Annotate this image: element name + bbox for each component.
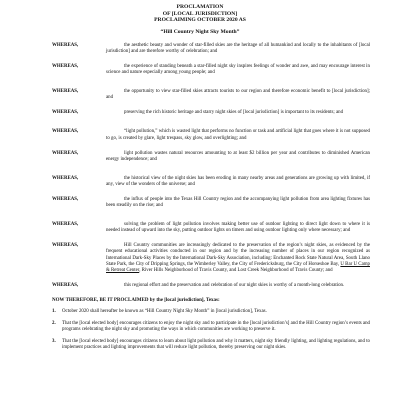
whereas-text bbox=[106, 197, 370, 209]
whereas-clause bbox=[52, 129, 370, 141]
whereas-text bbox=[106, 110, 370, 116]
whereas-clause bbox=[52, 151, 370, 163]
whereas-label: WHEREAS, bbox=[52, 63, 79, 69]
whereas-clause bbox=[52, 222, 370, 234]
whereas-text-part: preserving the rich historic heritage and starry night skies of [local jurisdiction] is important to its residents; and bbox=[124, 110, 344, 116]
whereas-text bbox=[106, 151, 370, 163]
whereas-text bbox=[106, 129, 370, 141]
proclamation-subtitle: “Hill Country Night Sky Month” bbox=[160, 28, 240, 35]
resolution-item bbox=[52, 321, 370, 333]
whereas-label: WHEREAS, bbox=[52, 42, 79, 48]
whereas-text bbox=[106, 43, 370, 55]
whereas-text-part: the experience of standing beneath a star-filled night sky inspires feelings of wonder and awe, and may encourage interest in science and nature especially among young people; and bbox=[106, 63, 370, 76]
resolution-text: October 2020 shall hereafter be known as “Hill Country Night Sky Month” in [local jurisdiction], Texas. bbox=[62, 308, 267, 314]
whereas-label: WHEREAS, bbox=[52, 222, 79, 228]
whereas-text bbox=[106, 176, 370, 188]
whereas-text-part: “light pollution,” which is wasted light that performs no function or task and artificial light that goes where it is not supposed to go, is created by glare, light trespass, sky glow, and overlighting; and bbox=[106, 129, 370, 141]
resolution-number: 1. bbox=[52, 308, 56, 314]
whereas-text bbox=[106, 64, 370, 76]
retreat-center-link[interactable]: U Bar U Camp & Retreat Center bbox=[106, 261, 370, 273]
whereas-text-part: , River Hills Neighborhood of Travis County, and Lost Creek Neighborhood of Travis County; and bbox=[139, 267, 333, 273]
resolution-item bbox=[52, 309, 370, 315]
whereas-text-part: the influx of people into the Texas Hill Country region and the accompanying light pollution from area lighting fixtures has been steadily on the rise; and bbox=[106, 197, 370, 209]
whereas-label: WHEREAS, bbox=[52, 150, 79, 156]
now-therefore-heading: NOW THEREFORE, BE IT PROCLAIMED by the [local jurisdiction], Texas: bbox=[52, 297, 220, 303]
whereas-text-part: the aesthetic beauty and wonder of star-filled skies are the heritage of all humankind and locally to the inhabitants of [local jurisdiction] and are therefore worthy of celebration; and bbox=[106, 42, 370, 54]
whereas-clause bbox=[52, 197, 370, 209]
whereas-text bbox=[106, 283, 370, 289]
whereas-clause bbox=[52, 176, 370, 188]
whereas-clause bbox=[52, 89, 370, 101]
whereas-text-part: this regional effort and the preservation and celebration of our night skies is worthy of a month-long celebration. bbox=[124, 282, 345, 288]
whereas-clause bbox=[52, 64, 370, 76]
title-line-1: PROCLAMATION bbox=[176, 4, 224, 10]
resolution-number: 3. bbox=[52, 339, 56, 345]
title-line-2: OF [LOCAL JURISDICTION] bbox=[162, 10, 238, 17]
whereas-text bbox=[106, 89, 370, 101]
whereas-label: WHEREAS, bbox=[52, 129, 79, 135]
whereas-clause bbox=[52, 283, 370, 289]
whereas-text bbox=[106, 222, 370, 234]
whereas-text-part: light pollution wastes natural resources amounting to at least $2 billion per year and contributes to diminished American energy independence; and bbox=[106, 150, 370, 162]
whereas-text bbox=[106, 243, 370, 273]
whereas-clause bbox=[52, 43, 370, 55]
whereas-label: WHEREAS, bbox=[52, 282, 79, 288]
whereas-text-part: the historical view of the night skies has been eroding in many nearby areas and generations are growing up with limited, if any, view of the wonders of the universe; and bbox=[106, 175, 370, 187]
whereas-text-part: the opportunity to view star-filled skies attracts tourists to our region and therefore economic benefit to [local jurisdiction]; and bbox=[106, 89, 370, 101]
whereas-clause bbox=[52, 243, 370, 273]
resolution-item bbox=[52, 339, 370, 351]
whereas-label: WHEREAS, bbox=[52, 197, 79, 202]
whereas-label: WHEREAS, bbox=[52, 243, 79, 249]
title-line-3: PROCLAIMING OCTOBER 2020 AS bbox=[154, 17, 246, 24]
resolution-text: That the [local elected body] encourages citizens to learn about light pollution and why it matters, night sky friendly lighting, and lighting regulations, and to implement practices and lighting improvements that will reduce light pollution, thereby preserving our night skies. bbox=[62, 339, 370, 351]
whereas-text-part: Hill Country communities are increasingly dedicated to the preservation of the region’s night skies, as evidenced by the frequent educational activities conducted in our region and by the increasing number of places in our region recognized as International Dark-Sky Places by the International Dark-Sky Association, including: Enchanted Rock State Natural Area, South Llano State Park, the City of Dripping Springs, the Wimberley Valley, the City of Fredericksburg, the City of Horseshoe Bay, bbox=[106, 243, 370, 267]
resolution-number: 2. bbox=[52, 321, 56, 327]
resolutions-list bbox=[52, 309, 370, 351]
whereas-label: WHEREAS, bbox=[52, 110, 79, 116]
resolution-text: That the [local elected body] encourages citizens to enjoy the night sky and to participate in the [local jurisdiction’s] and the Hill Country region’s events and programs celebrating the night sky and promoting the ways in which communities are working to preserve it. bbox=[62, 321, 370, 333]
whereas-label: WHEREAS, bbox=[52, 175, 79, 181]
whereas-list bbox=[0, 43, 400, 289]
whereas-text-part: solving the problem of light pollution involves making better use of outdoor lighting to direct light down to where it is needed instead of upward into the sky, putting outdoor lights on timers and using outdoor lighting only where necessary; and bbox=[106, 222, 370, 234]
whereas-label: WHEREAS, bbox=[52, 89, 79, 95]
whereas-clause bbox=[52, 110, 370, 116]
